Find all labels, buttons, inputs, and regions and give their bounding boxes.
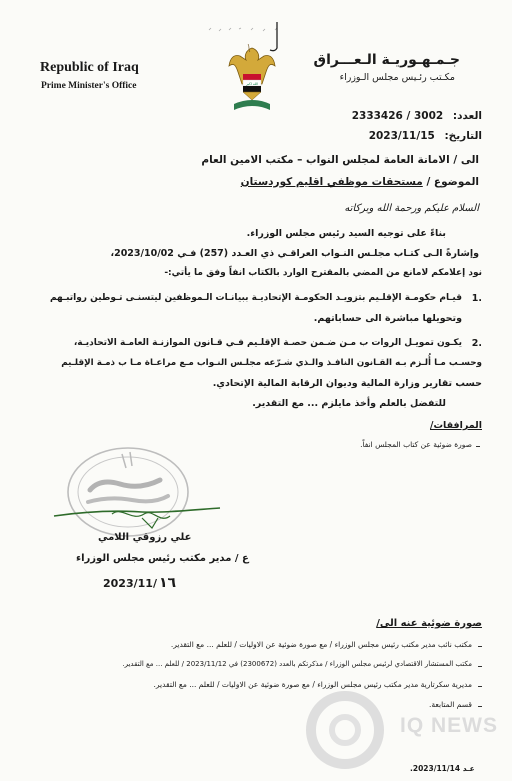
reference-date bbox=[369, 130, 482, 142]
copy-item-1: مكتب نائب مدير مكتب رئيس مجلس الوزراء / مع صورة ضوئية عن الاوليات / للعلم ... مع التقدير. bbox=[170, 640, 472, 649]
greeting: السلام عليكم ورحمة الله وبركاته bbox=[344, 203, 479, 214]
closing-line: للتفضل بالعلم وأخذ مايلزم ... مع التقدير. bbox=[252, 398, 446, 409]
reference-date-label: التاريخ: bbox=[444, 130, 482, 142]
subject-text: مستحقات موظفي اقليم كوردستان bbox=[240, 176, 423, 188]
item-1-number: 1. bbox=[471, 293, 482, 304]
attachment-item: صورة ضوئية عن كتاب المجلس انفاً. bbox=[360, 440, 472, 449]
watermark-text: IQ NEWS bbox=[400, 714, 499, 737]
copy-bullet-2 bbox=[478, 666, 482, 667]
ink-mark-icon bbox=[199, 22, 299, 52]
copy-bullet-1 bbox=[478, 646, 482, 647]
footer-reference: .2023/11/14 عـد bbox=[410, 764, 475, 773]
item-1-line-2: وتحويلها مباشرة الى حساباتهم. bbox=[313, 313, 462, 324]
attachments-label: المرافقات/ bbox=[430, 420, 482, 431]
signature-date-day: ١٦ bbox=[158, 575, 177, 591]
body-paragraph-1: بناءً على توجيه السيد رئيس مجلس الوزراء. bbox=[246, 228, 446, 239]
header-office-ar: مكـتب رئـيس مجلس الـوزراء bbox=[339, 72, 455, 83]
signature-date-rest: 2023/11/ bbox=[103, 577, 157, 590]
subject-line bbox=[241, 176, 479, 188]
signature-date bbox=[103, 575, 176, 591]
body-paragraph-2-line-2: نود إعلامكم لامانع من المضي بالمقترح الوارد بالكتاب انفاً وفق ما يأتي:- bbox=[164, 268, 482, 278]
reference-date-value: 2023/11/15 bbox=[368, 130, 435, 142]
svg-text:الله اكبر: الله اكبر bbox=[246, 81, 258, 86]
copy-item-4: قسم المتابعة. bbox=[428, 700, 472, 709]
item-2-line-2: وحسـب مـا أُلـزم بـه القـانون النافـذ والـذي شـرّعه مجلـس النـواب مـع مراعـاة مـا ب ذمـة الإقلـيم bbox=[61, 358, 482, 368]
eagle-emblem-icon bbox=[226, 44, 278, 120]
body-paragraph-2-line-1: وإشارةً الـى كتـاب مجلـس النـواب العراقـي ذي العـدد (257) فـي 2023/10/02، bbox=[110, 248, 479, 259]
item-2-line-1: يكـون تمويـل الروات ب مـن ضـمن حصـة الإقلـيم فـي قـانون الموازنـة العامـة الاتحاديـة، bbox=[73, 338, 462, 348]
recipient-line: الى / الامانة العامة لمجلس النواب – مكتب الامين العام bbox=[201, 154, 479, 166]
signatory-name: علي رزوقي اللامي bbox=[98, 532, 192, 543]
header-country-en: Republic of Iraq bbox=[40, 60, 139, 75]
item-2-number: 2. bbox=[471, 338, 482, 349]
item-1-line-1: قيـام حكومـة الإقلـيم بتزويـد الحكومـة الإتحاديـة ببيانـات الـموظفين ليتسنـى تـوطين رواتبـهم bbox=[50, 293, 462, 303]
reference-number-label: العدد: bbox=[452, 110, 482, 122]
copy-item-2: مكتب المستشار الاقتصادي لرئيس مجلس الوزراء / مذكرتكم بالعدد (2300672) في 2023/11/12 / للعلم ... مع التقدير. bbox=[122, 660, 472, 668]
header-country-ar: جـمـهـوريـة الـعـــراق bbox=[313, 52, 460, 68]
copy-bullet-3 bbox=[478, 686, 482, 687]
signature-icon bbox=[52, 504, 222, 532]
signatory-title: ع / مدير مكتب رئيس مجلس الوزراء bbox=[76, 553, 249, 564]
attachment-bullet bbox=[476, 446, 480, 447]
copies-label: صورة ضوئية عنه الى/ bbox=[376, 618, 482, 629]
item-2-line-3: حسب تقارير وزارة المالية وديوان الرقابة المالية الإتحادي. bbox=[212, 378, 482, 389]
copy-item-3: مديرية سكرتارية مدير مكتب رئيس مجلس الوزراء / مع صورة ضوئية عن الاوليات / للعلم ... مع التقدير. bbox=[153, 680, 472, 689]
reference-number-value: 2333426 / 3002 bbox=[351, 110, 444, 122]
header-office-en: Prime Minister's Office bbox=[41, 81, 137, 91]
reference-number bbox=[352, 110, 482, 122]
subject-label: الموضوع / bbox=[426, 176, 479, 188]
